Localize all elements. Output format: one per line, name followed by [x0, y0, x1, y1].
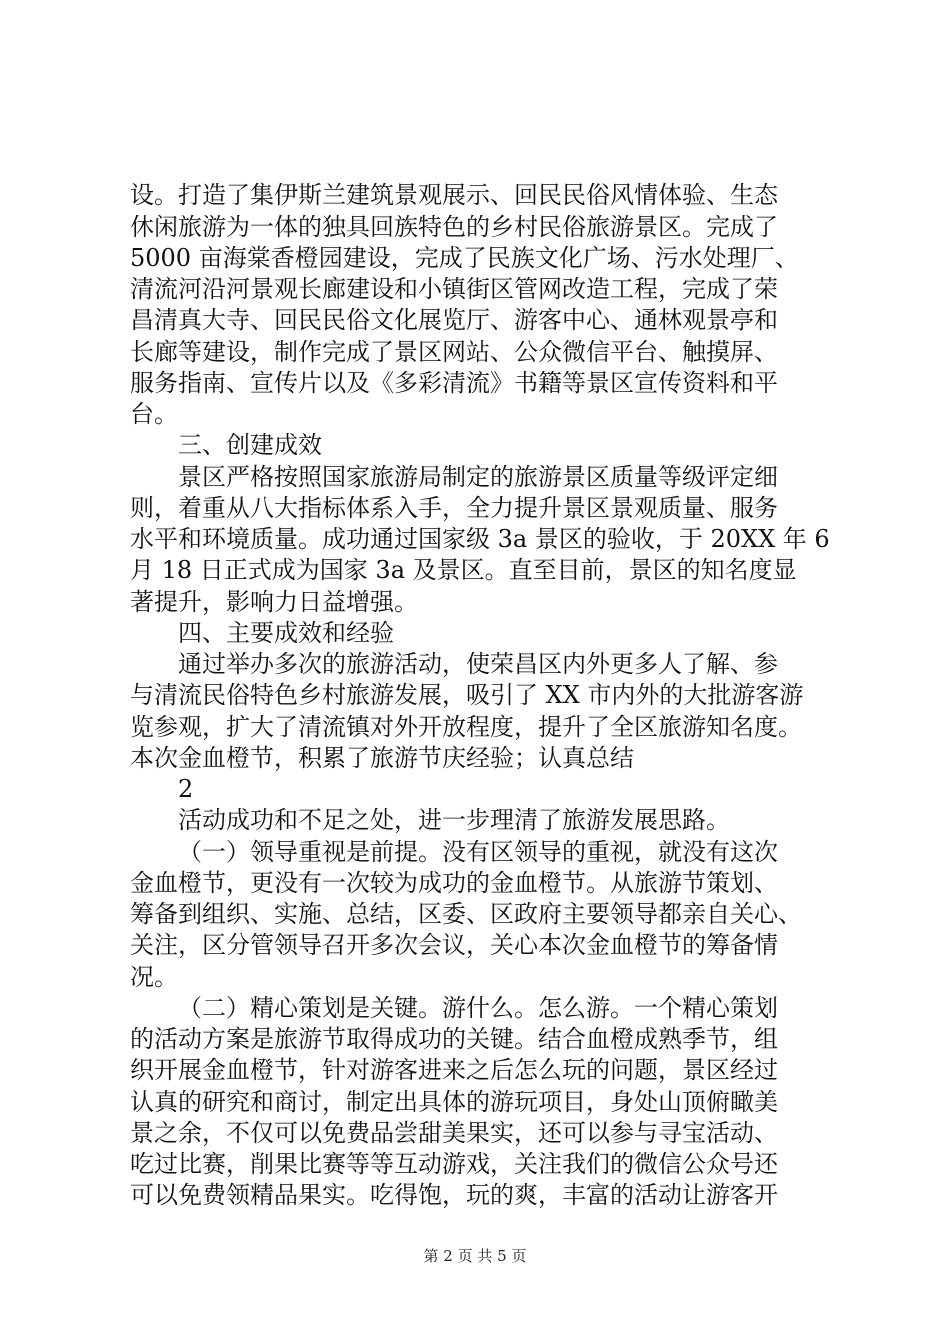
body-line: 台。: [130, 400, 178, 428]
body-line: 设。打造了集伊斯兰建筑景观展示、回民民俗风情体验、生态: [130, 181, 778, 209]
body-line: 认真的研究和商讨，制定出具体的游玩项目，身处山顶俯瞰美: [130, 1088, 778, 1116]
page-footer: 第 2 页 共 5 页: [423, 1247, 527, 1265]
body-line: 著提升，影响力日益增强。: [130, 588, 418, 616]
body-line: 长廊等建设，制作完成了景区网站、公众微信平台、触摸屏、: [130, 338, 778, 366]
body-line: 景区严格按照国家旅游局制定的旅游景区质量等级评定细: [178, 463, 778, 491]
body-line: 与清流民俗特色乡村旅游发展，吸引了 XX 市内外的大批游客游: [130, 681, 804, 709]
inline-page-number: 2: [178, 775, 194, 803]
body-line: 月 18 日正式成为国家 3a 及景区。直至目前，景区的知名度显: [130, 556, 797, 584]
body-line: 昌清真大寺、回民民俗文化展览厅、游客中心、通林观景亭和: [130, 306, 778, 334]
body-line: 水平和环境质量。成功通过国家级 3a 景区的验收，于 20XX 年 6: [130, 525, 830, 553]
body-line: 筹备到组织、实施、总结，区委、区政府主要领导都亲自关心、: [130, 900, 802, 928]
section-heading: 四、主要成效和经验: [178, 619, 394, 647]
body-line: 5000 亩海棠香橙园建设，完成了民族文化广场、污水处理厂、: [130, 244, 799, 272]
body-line: 清流河沿河景观长廊建设和小镇街区管网改造工程，完成了荣: [130, 275, 778, 303]
section-heading: 三、创建成效: [178, 431, 322, 459]
body-line: 通过举办多次的旅游活动，使荣昌区内外更多人了解、参: [178, 650, 778, 678]
body-line: 织开展金血橙节，针对游客进来之后怎么玩的问题，景区经过: [130, 1056, 778, 1084]
body-line: （二）精心策划是关键。游什么。怎么游。一个精心策划: [178, 994, 778, 1022]
body-line: 金血橙节，更没有一次较为成功的金血橙节。从旅游节策划、: [130, 869, 778, 897]
body-line: 则，着重从八大指标体系入手，全力提升景区景观质量、服务: [130, 494, 778, 522]
body-line: 景之余，不仅可以免费品尝甜美果实，还可以参与寻宝活动、: [130, 1119, 778, 1147]
body-line: 本次金血橙节，积累了旅游节庆经验；认真总结: [130, 744, 634, 772]
body-line: 可以免费领精品果实。吃得饱，玩的爽，丰富的活动让游客开: [130, 1181, 778, 1209]
body-line: 关注，区分管领导召开多次会议，关心本次金血橙节的筹备情: [130, 931, 778, 959]
body-line: 览参观，扩大了清流镇对外开放程度，提升了全区旅游知名度。: [130, 713, 802, 741]
body-line: 的活动方案是旅游节取得成功的关键。结合血橙成熟季节，组: [130, 1025, 778, 1053]
body-line: 况。: [130, 963, 178, 991]
body-line: 休闲旅游为一体的独具回族特色的乡村民俗旅游景区。完成了: [130, 213, 778, 241]
body-line: 吃过比赛，削果比赛等等互动游戏，关注我们的微信公众号还: [130, 1150, 778, 1178]
body-line: 活动成功和不足之处，进一步理清了旅游发展思路。: [178, 806, 730, 834]
body-line: 服务指南、宣传片以及《多彩清流》书籍等景区宣传资料和平: [130, 369, 778, 397]
body-line: （一）领导重视是前提。没有区领导的重视，就没有这次: [178, 838, 778, 866]
